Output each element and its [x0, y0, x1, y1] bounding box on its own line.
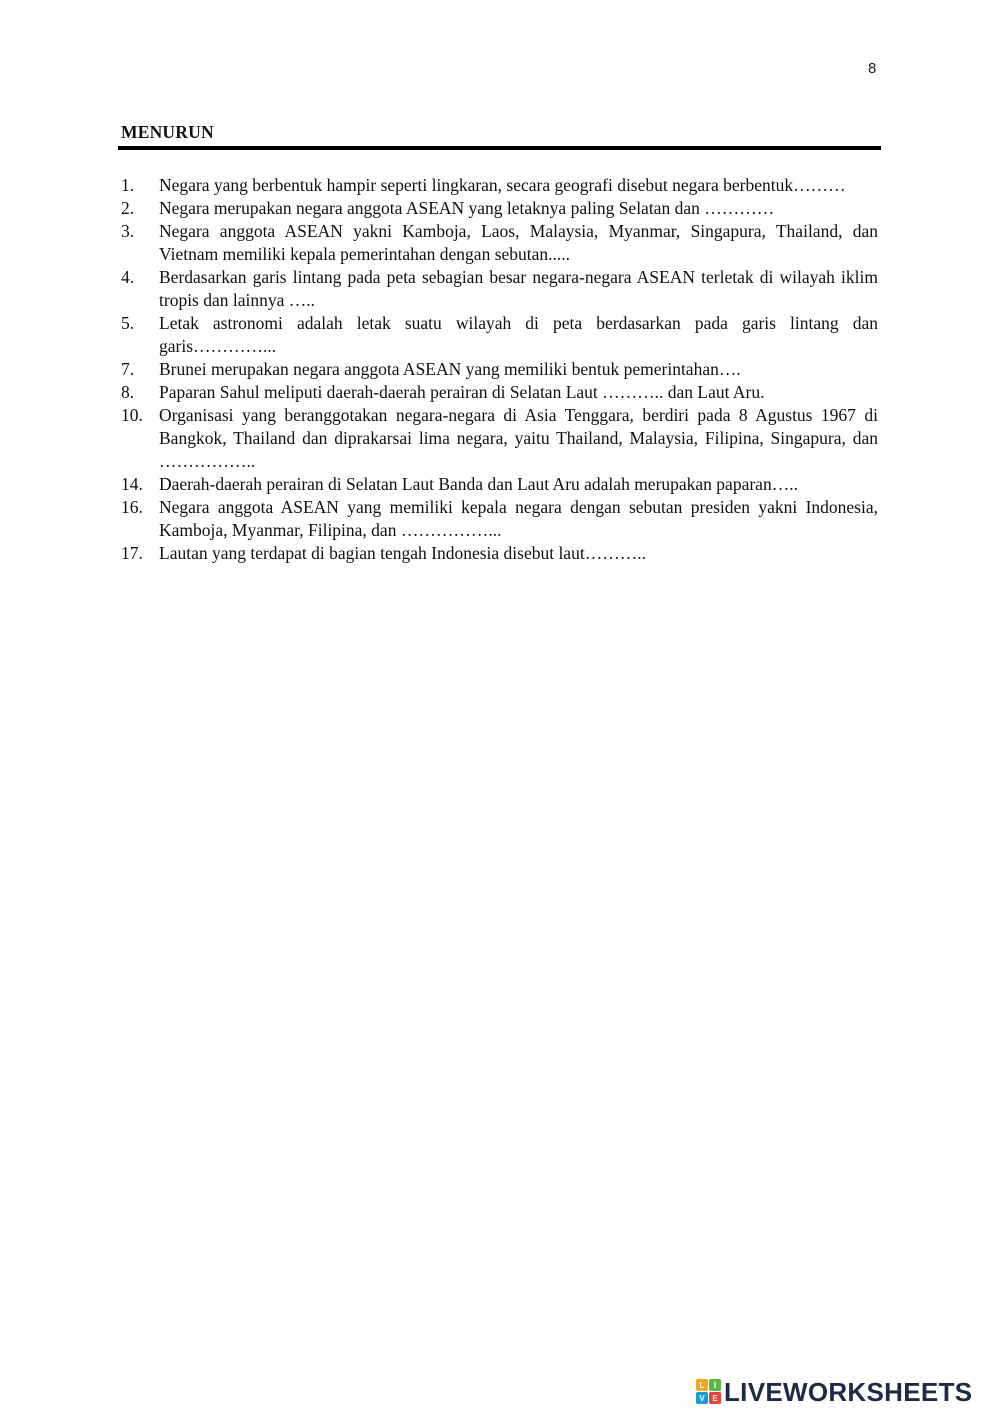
question-number: 5. [121, 313, 135, 333]
question-item-2 [121, 197, 878, 220]
question-text: Negara merupakan negara anggota ASEAN yang letaknya paling Selatan dan ………… [159, 198, 775, 218]
question-item-1 [121, 174, 878, 197]
question-number: 7. [121, 359, 135, 379]
question-item-5 [121, 312, 878, 358]
question-item-3 [121, 220, 878, 266]
question-number: 10. [121, 405, 143, 425]
question-number: 4. [121, 267, 135, 287]
question-number: 14. [121, 474, 143, 494]
question-list [121, 174, 878, 565]
question-number: 3. [121, 221, 135, 241]
question-number: 8. [121, 382, 135, 402]
question-text: Letak astronomi adalah letak suatu wilayah di peta berdasarkan pada garis lintang dan garis…………... [159, 313, 878, 356]
question-item-4 [121, 266, 878, 312]
question-text: Negara anggota ASEAN yakni Kamboja, Laos, Malaysia, Myanmar, Singapura, Thailand, dan Vietnam memiliki kepala pemerintahan dengan sebutan..... [159, 221, 878, 264]
question-text: Negara anggota ASEAN yang memiliki kepala negara dengan sebutan presiden yakni Indonesia, Kamboja, Myanmar, Filipina, dan ……………... [159, 497, 878, 540]
question-text: Negara yang berbentuk hampir seperti lingkaran, secara geografi disebut negara berbentuk……… [159, 175, 846, 195]
logo-tile: V [696, 1392, 708, 1404]
question-item-17 [121, 542, 878, 565]
question-text: Brunei merupakan negara anggota ASEAN yang memiliki bentuk pemerintahan…. [159, 359, 741, 379]
question-item-14 [121, 473, 878, 496]
section-title: MENURUN [121, 122, 214, 142]
question-number: 1. [121, 175, 135, 195]
question-item-7 [121, 358, 878, 381]
question-item-8 [121, 381, 878, 404]
question-number: 16. [121, 497, 143, 517]
question-text: Paparan Sahul meliputi daerah-daerah perairan di Selatan Laut ……….. dan Laut Aru. [159, 382, 765, 402]
question-number: 17. [121, 543, 143, 563]
liveworksheets-brand[interactable] [696, 1378, 972, 1406]
liveworksheets-logo-icon [696, 1379, 722, 1405]
question-item-16 [121, 496, 878, 542]
brand-name: LIVEWORKSHEETS [724, 1377, 973, 1407]
logo-tile: L [696, 1379, 708, 1391]
question-text: Berdasarkan garis lintang pada peta sebagian besar negara-negara ASEAN terletak di wilayah iklim tropis dan lainnya ….. [159, 267, 878, 310]
question-item-10 [121, 404, 878, 473]
question-text: Organisasi yang beranggotakan negara-negara di Asia Tenggara, berdiri pada 8 Agustus 1967 di Bangkok, Thailand dan diprakarsai lima negara, yaitu Thailand, Malaysia, Filipina, Singapura, dan …………….. [159, 405, 878, 471]
logo-tile: E [709, 1392, 721, 1404]
question-text: Daerah-daerah perairan di Selatan Laut Banda dan Laut Aru adalah merupakan paparan….. [159, 474, 798, 494]
page-number: 8 [868, 60, 877, 77]
question-number: 2. [121, 198, 135, 218]
title-divider [118, 146, 881, 150]
question-text: Lautan yang terdapat di bagian tengah Indonesia disebut laut……….. [159, 543, 646, 563]
logo-tile: I [709, 1379, 721, 1391]
